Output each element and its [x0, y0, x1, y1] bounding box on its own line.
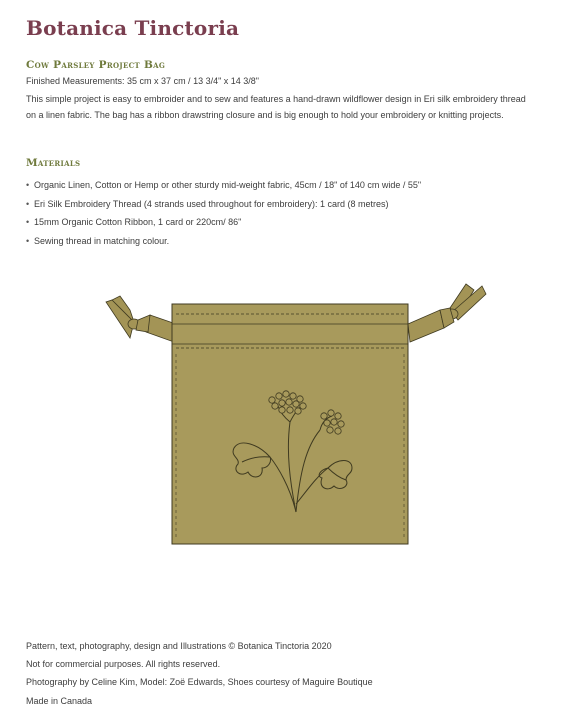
footer-origin: Made in Canada — [26, 695, 93, 706]
left-ribbon — [106, 296, 176, 342]
footer-credits — [26, 637, 373, 710]
drawstring-bag-illustration-icon — [90, 272, 510, 562]
finished-measurements: Finished Measurements: 35 cm x 37 cm / 13 3/4" x 14 3/8" — [26, 76, 259, 86]
materials-list — [26, 176, 421, 250]
material-item-ribbon: • 15mm Organic Cotton Ribbon, 1 card or 220cm/ 86" — [26, 213, 421, 232]
footer-rights: Not for commercial purposes. All rights reserved. — [26, 659, 221, 670]
bag-illustration — [90, 272, 510, 562]
materials-heading: Materials — [26, 157, 81, 169]
brand-title: Botanica Tinctoria — [26, 16, 240, 40]
right-ribbon — [408, 284, 486, 342]
material-item-fabric: • Organic Linen, Cotton or Hemp or other sturdy mid-weight fabric, 45cm / 18" of 140 cm wide / 55" — [26, 176, 421, 195]
material-item-thread: • Eri Silk Embroidery Thread (4 strands used throughout for embroidery): 1 card (8 metres) — [26, 195, 421, 214]
project-description: This simple project is easy to embroider and to sew and features a hand-drawn wildflower design in Eri silk embroidery thread on a linen fabric. The bag has a ribbon drawstring closure and is big enough to hold your embroidery or knitting projects. — [26, 94, 526, 120]
material-item-sewing-thread: • Sewing thread in matching colour. — [26, 232, 421, 251]
footer-copyright: Pattern, text, photography, design and Illustrations © Botanica Tinctoria 2020 — [26, 641, 332, 651]
footer-photography: Photography by Celine Kim, Model: Zoë Edwards, Shoes courtesy of Maguire Boutique — [26, 677, 373, 688]
project-title: Cow Parsley Project Bag — [26, 59, 166, 71]
